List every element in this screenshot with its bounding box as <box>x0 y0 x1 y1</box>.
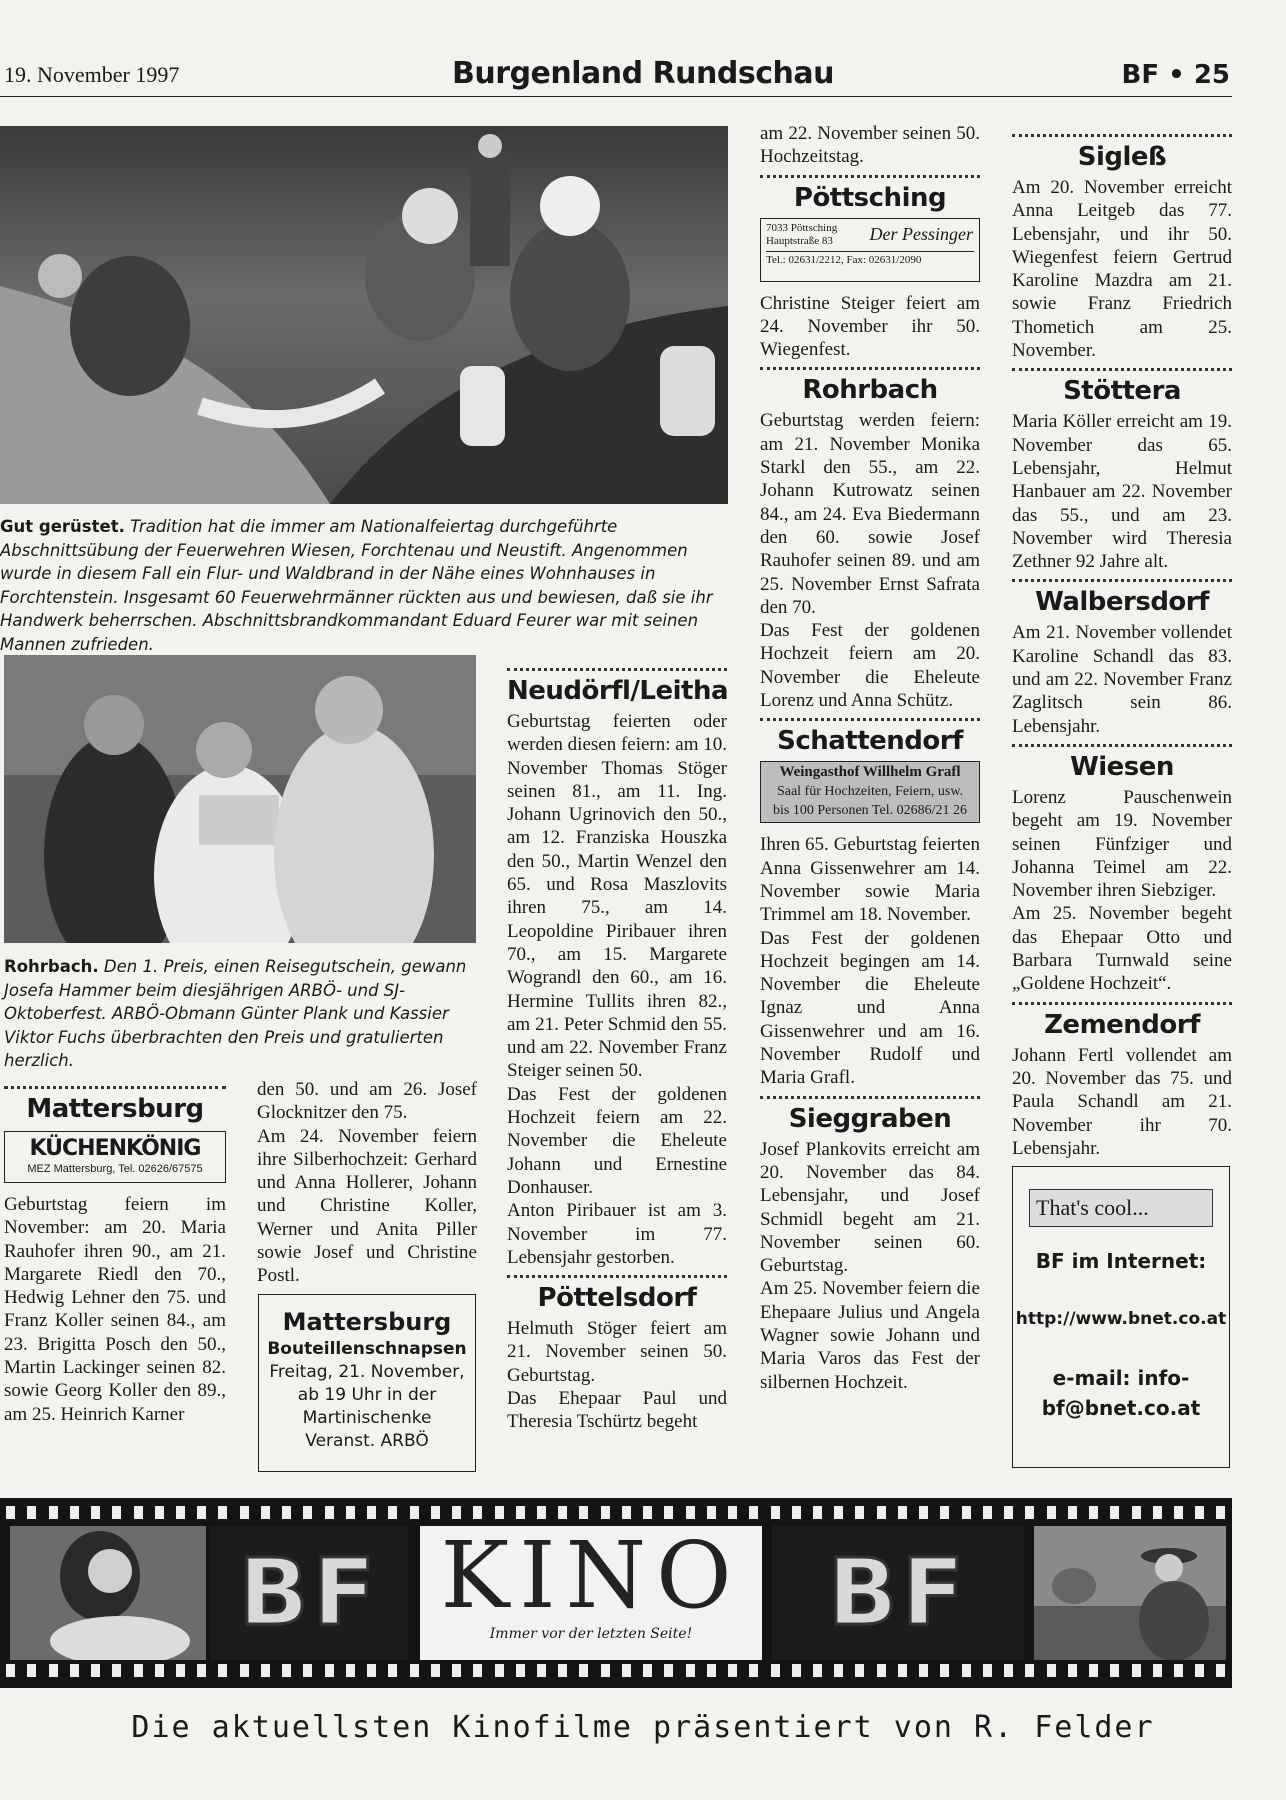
event-organizer: Veranst. ARBÖ <box>305 1431 429 1451</box>
heading-neudoerfl: Neudörfl/Leitha <box>507 676 729 706</box>
heading-schattendorf: Schattendorf <box>777 726 963 757</box>
sigless-birthdays: Am 20. November erreicht Anna Leitgeb das 77. Lebensjahr, und ihr 50. Wiegenfest feiern Gertrud Karoline Mazdra am 21. sowie Franz Friedrich Thometich am 25. November. <box>1012 177 1232 362</box>
ad-logo: Der Pessinger <box>869 223 973 244</box>
heading-poettelsdorf: Pöttelsdorf <box>537 1283 697 1314</box>
film-still-left <box>10 1526 206 1660</box>
internet-box <box>1012 1166 1230 1468</box>
section-divider <box>507 668 727 671</box>
heading-sieggraben: Sieggraben <box>788 1103 952 1134</box>
prize-photo-image <box>4 655 476 943</box>
neudoerfl-birthdays: Geburtstag feierten oder werden diesen feiern: am 10. November Thomas Stöger seinen 81., am 11. Ing. Johann Ugrinovich den 50., am 12. Franziska Houszka den 50., Martin Wenzel den 65. und Rosa Maszlovits ihren 75., am 14. Leopoldine Piribauer ihren 70., am 15. Margarete Wograndl den 60., am 16. Hermine Tullits ihren 82., am 21. Peter Schmid den 55. und am 22. November Franz Steiger seinen 50. <box>507 711 727 1082</box>
walbersdorf-birthdays: Am 21. November vollendet Karoline Schandl das 83. und am 22. November Franz Zaglitsch sein 86. Lebensjahr. <box>1012 622 1232 737</box>
ad-line-2: Saal für Hochzeiten, Feiern, usw. <box>776 784 964 800</box>
zemendorf-birthdays: Johann Fertl vollendet am 20. November das 75. und Paula Schandl am 21. November ihr 70. Lebensjahr. <box>1012 1044 1232 1159</box>
stoettera-birthdays: Maria Köller erreicht am 19. November das 65. Lebensjahr, Helmut Hanbauer am 22. November das 55., und am 23. November wird Theresia Zethner 92 Jahre alt. <box>1012 411 1232 573</box>
heading-zemendorf: Zemendorf <box>1044 1009 1200 1040</box>
column-mattersburg-cont <box>257 1078 477 1288</box>
event-date: Freitag, 21. November, <box>269 1362 465 1382</box>
section-divider <box>4 1086 226 1089</box>
ad-phone: Tel.: 02631/2212, Fax: 02631/2090 <box>766 251 974 268</box>
ad-address-1: 7033 Pöttsching <box>766 221 838 234</box>
firefighter-photo <box>0 126 728 504</box>
rohrbach-birthdays: Geburtstag werden feiern: am 21. November Monika Starkl den 55., am 22. Johann Kutrowatz seinen 84., am 24. Eva Biedermann den 60. sowie Josef Rauhofer seinen 89. und am 25. November Ernst Safrata den 70. <box>760 410 980 618</box>
event-venue: Martinischenke <box>302 1408 432 1428</box>
kino-title-frame <box>420 1526 762 1660</box>
section-divider <box>1012 744 1232 747</box>
bf-logo-right: BF <box>772 1526 1024 1660</box>
poettsching-birthday: Christine Steiger feiert am 24. November ihr 50. Wiegenfest. <box>760 292 980 361</box>
sieggraben-birthdays: Josef Plankovits erreicht am 20. November das 84. Lebensjahr, und Josef Schmidl begeht am 21. November seinen 60. Geburtstag. <box>760 1138 980 1277</box>
heading-poettsching: Pöttsching <box>793 182 947 213</box>
poettelsdorf-anniversary: Das Ehepaar Paul und Theresia Tschürtz begeht <box>507 1388 727 1433</box>
schattendorf-birthdays: Ihren 65. Geburtstag feierten Anna Gissenwehrer am 14. November sowie Maria Trimmel am 18. November. <box>760 834 980 926</box>
section-divider <box>760 367 980 370</box>
newspaper-title: Burgenland Rundschau <box>452 56 834 91</box>
heading-mattersburg: Mattersburg <box>26 1094 204 1124</box>
sieggraben-silver-weddings: Am 25. November feiern die Ehepaare Julius und Angela Wagner sowie Johann und Maria Varos das Fest der silbernen Hochzeit. <box>760 1278 980 1393</box>
section-divider <box>1012 1002 1232 1005</box>
section-divider <box>760 1096 980 1099</box>
caption-lead: Gut gerüstet. <box>0 517 125 536</box>
event-box <box>258 1294 476 1472</box>
film-sprocket-holes <box>0 1506 1232 1522</box>
rohrbach-golden-wedding: Das Fest der goldenen Hochzeit feiern am 20. November die Eheleute Lorenz und Anna Schütz. <box>760 620 980 712</box>
section-divider <box>507 1275 727 1278</box>
poettelsdorf-anniversary-cont: am 22. November seinen 50. Hochzeitstag. <box>760 123 980 168</box>
issue-date: 19. November 1997 <box>4 62 180 87</box>
neudoerfl-obituary: Anton Piribauer ist am 3. November im 77. Lebensjahr gestorben. <box>507 1200 727 1268</box>
film-still-right <box>1034 1526 1226 1660</box>
prize-photo <box>4 655 476 943</box>
header-rule <box>0 96 1232 97</box>
mattersburg-birthdays: Geburtstag feiern im November: am 20. Maria Rauhofer ihren 90., am 21. Margarete Riedl den 70., Hedwig Lehner den 75. und Franz Koller seinen 84., am 23. Brigitta Posch den 50., Martin Lackinger seinen 82. sowie Georg Koller den 89., am 25. Heinrich Karner <box>4 1194 226 1425</box>
schattendorf-golden-weddings: Das Fest der goldenen Hochzeit begingen am 14. November die Eheleute Ignaz und Anna Gissenwehrer und am 16. November Rudolf und Maria Grafl. <box>760 927 980 1089</box>
ad-address: MEZ Mattersburg, Tel. 02626/67575 <box>27 1163 203 1175</box>
mattersburg-silver-weddings: Am 24. November feiern ihre Silberhochzeit: Gerhard und Anna Hollerer, Johann und Christine Koller, Werner und Anita Piller sowie Josef und Christine Postl. <box>257 1125 477 1287</box>
kino-footer-line: Die aktuellsten Kinofilme präsentiert von R. Felder <box>131 1710 1155 1745</box>
ad-brand: KÜCHENKÖNIG <box>29 1136 201 1161</box>
thats-cool-tag: That's cool... <box>1029 1189 1213 1227</box>
film-sprocket-holes <box>0 1664 1232 1680</box>
kuechenkoenig-ad <box>4 1131 226 1183</box>
caption-lead: Rohrbach. <box>4 957 99 976</box>
neudoerfl-golden-wedding: Das Fest der goldenen Hochzeit feiern am 22. November die Eheleute Johann und Ernestine Donhauser. <box>507 1083 727 1198</box>
mattersburg-birthdays-cont: den 50. und am 26. Josef Glocknitzer den 75. <box>257 1079 477 1124</box>
kino-slogan: Immer vor der letzten Seite! <box>489 1626 693 1642</box>
section-divider <box>1012 368 1232 371</box>
poettelsdorf-birthday: Helmuth Stöger feiert am 21. November seinen 50. Geburtstag. <box>507 1318 727 1386</box>
heading-sigless: Sigleß <box>1077 142 1167 172</box>
film-still-left-image <box>10 1526 206 1660</box>
wiesen-birthdays: Lorenz Pauschenwein begeht am 19. November seinen Fünfziger und Johanna Teimel am 22. November ihren Siebziger. <box>1012 786 1232 902</box>
section-divider <box>760 175 980 178</box>
wiesen-golden-wedding: Am 25. November begeht das Ehepaar Otto und Barbara Turnwald seine „Goldene Hochzeit“. <box>1012 903 1232 995</box>
internet-heading: BF im Internet: <box>1035 1249 1207 1273</box>
caption-text: Tradition hat die immer am Nationalfeiertag durchgeführte Abschnittsübung der Feuerwehren Wiesen, Forchtenau und Neustift. Angenommen wurde in diesem Fall ein Flur- und Waldbrand in der Nähe eines Wohnhauses in Forchtenstein. Insgesamt 60 Feuerwehrmänner rückten aus und bewiesen, daß sie ihr Handwerk beherrschen. Abschnittsbrandkommandant Eduard Feurer war mit seinen Mannen zufrieden. <box>0 517 713 654</box>
grafl-ad <box>760 761 980 823</box>
event-subtitle: Bouteillenschnapsen <box>267 1339 467 1359</box>
section-divider <box>1012 579 1232 582</box>
heading-rohrbach: Rohrbach <box>802 375 938 406</box>
firefighter-photo-image <box>0 126 728 504</box>
website-url[interactable]: http://www.bnet.co.at <box>1015 1309 1227 1329</box>
section-divider <box>760 718 980 721</box>
caption-text: Den 1. Preis, einen Reisegutschein, gewann Josefa Hammer beim diesjährigen ARBÖ- und SJ-Oktoberfest. ARBÖ-Obmann Günter Plank und Kassier Viktor Fuchs überbrachten den Preis und gratulierten herzlich. <box>4 957 467 1070</box>
column-mattersburg <box>4 1080 226 1426</box>
column-5 <box>1012 128 1232 1160</box>
firefighter-photo-caption <box>0 515 728 656</box>
prize-photo-caption <box>4 955 476 1073</box>
ad-address-2: Hauptstraße 83 <box>766 234 833 247</box>
bf-logo-left: BF <box>210 1526 408 1660</box>
event-title: Mattersburg <box>282 1308 452 1336</box>
pessinger-ad <box>760 218 980 282</box>
heading-wiesen: Wiesen <box>1070 751 1174 782</box>
heading-walbersdorf: Walbersdorf <box>1035 587 1209 618</box>
kino-banner <box>0 1498 1232 1688</box>
event-time: ab 19 Uhr in der <box>297 1385 437 1405</box>
ad-line-1: Weingasthof Willhelm Grafl <box>779 764 961 781</box>
column-4 <box>760 122 980 1394</box>
section-divider <box>1012 134 1232 137</box>
ad-line-3: bis 100 Personen Tel. 02686/21 26 <box>773 803 967 819</box>
column-neudoerfl <box>507 662 727 1434</box>
heading-stoettera: Stöttera <box>1063 376 1181 407</box>
film-still-right-image <box>1034 1526 1226 1660</box>
kino-title: KINO <box>440 1526 742 1629</box>
email-address[interactable]: e-mail: info-bf@bnet.co.at <box>1041 1366 1201 1420</box>
page-number: BF • 25 <box>1121 60 1230 90</box>
